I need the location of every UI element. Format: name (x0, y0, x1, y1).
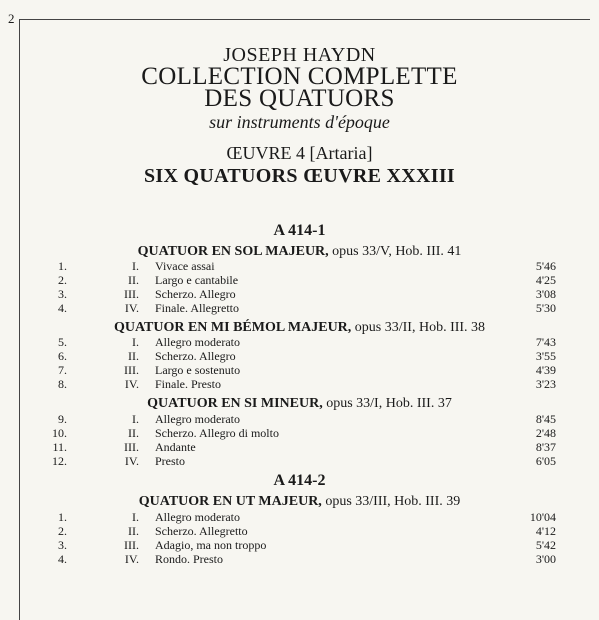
track-duration: 2'48 (535, 426, 556, 440)
movement-number: II. (128, 349, 139, 363)
track-number: 4. (58, 552, 67, 566)
track-duration: 8'45 (535, 412, 556, 426)
disc-label: A 414-2 (273, 472, 326, 489)
track-number: 12. (52, 454, 67, 468)
movement-title: Scherzo. Allegro (155, 349, 236, 363)
track-number: 3. (58, 538, 67, 552)
track-row (0, 413, 599, 426)
quartet-details: opus 33/I, Hob. III. 37 (322, 396, 452, 411)
movement-title: Finale. Allegretto (155, 301, 239, 315)
track-duration: 3'23 (535, 377, 556, 391)
track-number: 4. (58, 301, 67, 315)
track-duration: 4'12 (535, 524, 556, 538)
header (0, 44, 599, 188)
movement-title: Allegro moderato (155, 412, 240, 426)
movement-title: Allegro moderato (155, 510, 240, 524)
track-number: 9. (58, 412, 67, 426)
track-number: 8. (58, 377, 67, 391)
track-duration: 5'30 (535, 301, 556, 315)
movement-number: II. (128, 273, 139, 287)
track-row (0, 336, 599, 349)
track-duration: 3'00 (535, 552, 556, 566)
movement-number: III. (124, 287, 139, 301)
opus-title: SIX QUATUORS ŒUVRE XXXIII (143, 165, 456, 187)
track-number: 11. (52, 440, 67, 454)
quartet-heading (0, 396, 599, 412)
track-duration: 6'05 (535, 454, 556, 468)
track-row (0, 455, 599, 468)
track-row (0, 302, 599, 315)
quartet-heading (0, 244, 599, 260)
track-duration: 5'42 (535, 538, 556, 552)
movement-number: IV. (124, 301, 139, 315)
track-row (0, 525, 599, 538)
movement-number: I. (132, 510, 139, 524)
track-duration: 3'55 (535, 349, 556, 363)
movement-title: Scherzo. Allegretto (155, 524, 248, 538)
track-row (0, 511, 599, 524)
track-number: 7. (58, 363, 67, 377)
track-duration: 3'08 (535, 287, 556, 301)
track-row (0, 350, 599, 363)
movement-title: Rondo. Presto (155, 552, 224, 566)
movement-number: II. (128, 426, 139, 440)
quartet-title: QUATUOR EN SI MINEUR, (147, 396, 323, 411)
quartet-details: opus 33/V, Hob. III. 41 (328, 244, 462, 259)
track-duration: 8'37 (535, 440, 556, 454)
movement-title: Largo e cantabile (155, 273, 239, 287)
collection-title-line1: COLLECTION COMPLETTE (141, 63, 458, 90)
collection-subtitle: sur instruments d'époque (209, 112, 390, 132)
quartet-heading (0, 494, 599, 510)
track-duration: 10'04 (529, 510, 556, 524)
movement-number: IV. (124, 377, 139, 391)
track-number: 3. (58, 287, 67, 301)
track-duration: 4'25 (535, 273, 556, 287)
quartet-details: opus 33/II, Hob. III. 38 (351, 320, 486, 335)
movement-number: I. (132, 259, 139, 273)
movement-title: Vivace assai (155, 259, 215, 273)
composer-name: JOSEPH HAYDN (223, 44, 376, 66)
movement-title: Andante (155, 440, 196, 454)
track-number: 1. (58, 510, 67, 524)
track-number: 6. (58, 349, 67, 363)
movement-title: Adagio, ma non troppo (155, 538, 267, 552)
page-number: 2 (8, 11, 15, 26)
movement-number: I. (132, 412, 139, 426)
track-number: 5. (58, 335, 67, 349)
track-row (0, 364, 599, 377)
collection-title-line2: DES QUATUORS (204, 85, 395, 112)
movement-number: III. (124, 440, 139, 454)
quartet-title: QUATUOR EN MI BÉMOL MAJEUR, (113, 320, 352, 335)
movement-number: III. (124, 363, 139, 377)
track-duration: 5'46 (535, 259, 556, 273)
quartet-heading (0, 320, 599, 336)
track-row (0, 427, 599, 440)
track-duration: 7'43 (535, 335, 556, 349)
movement-number: IV. (124, 552, 139, 566)
quartet-title: QUATUOR EN UT MAJEUR, (138, 494, 322, 509)
track-row (0, 553, 599, 566)
track-row (0, 288, 599, 301)
movement-title: Scherzo. Allegro (155, 287, 236, 301)
track-number: 2. (58, 273, 67, 287)
track-number: 1. (58, 259, 67, 273)
movement-number: II. (128, 524, 139, 538)
movement-title: Finale. Presto (155, 377, 221, 391)
track-row (0, 539, 599, 552)
oeuvre-label: ŒUVRE 4 [Artaria] (226, 143, 373, 163)
movement-title: Allegro moderato (155, 335, 240, 349)
track-number: 2. (58, 524, 67, 538)
track-row (0, 378, 599, 391)
disc-label: A 414-1 (273, 222, 326, 239)
track-row (0, 260, 599, 273)
movement-number: IV. (124, 454, 139, 468)
quartet-title: QUATUOR EN SOL MAJEUR, (137, 244, 329, 259)
movement-number: I. (132, 335, 139, 349)
movement-number: III. (124, 538, 139, 552)
track-duration: 4'39 (535, 363, 556, 377)
movement-title: Scherzo. Allegro di molto (155, 426, 279, 440)
quartet-details: opus 33/III, Hob. III. 39 (321, 494, 461, 509)
track-row (0, 441, 599, 454)
movement-title: Largo e sostenuto (155, 363, 241, 377)
track-number: 10. (52, 426, 67, 440)
movement-title: Presto (155, 454, 185, 468)
track-row (0, 274, 599, 287)
